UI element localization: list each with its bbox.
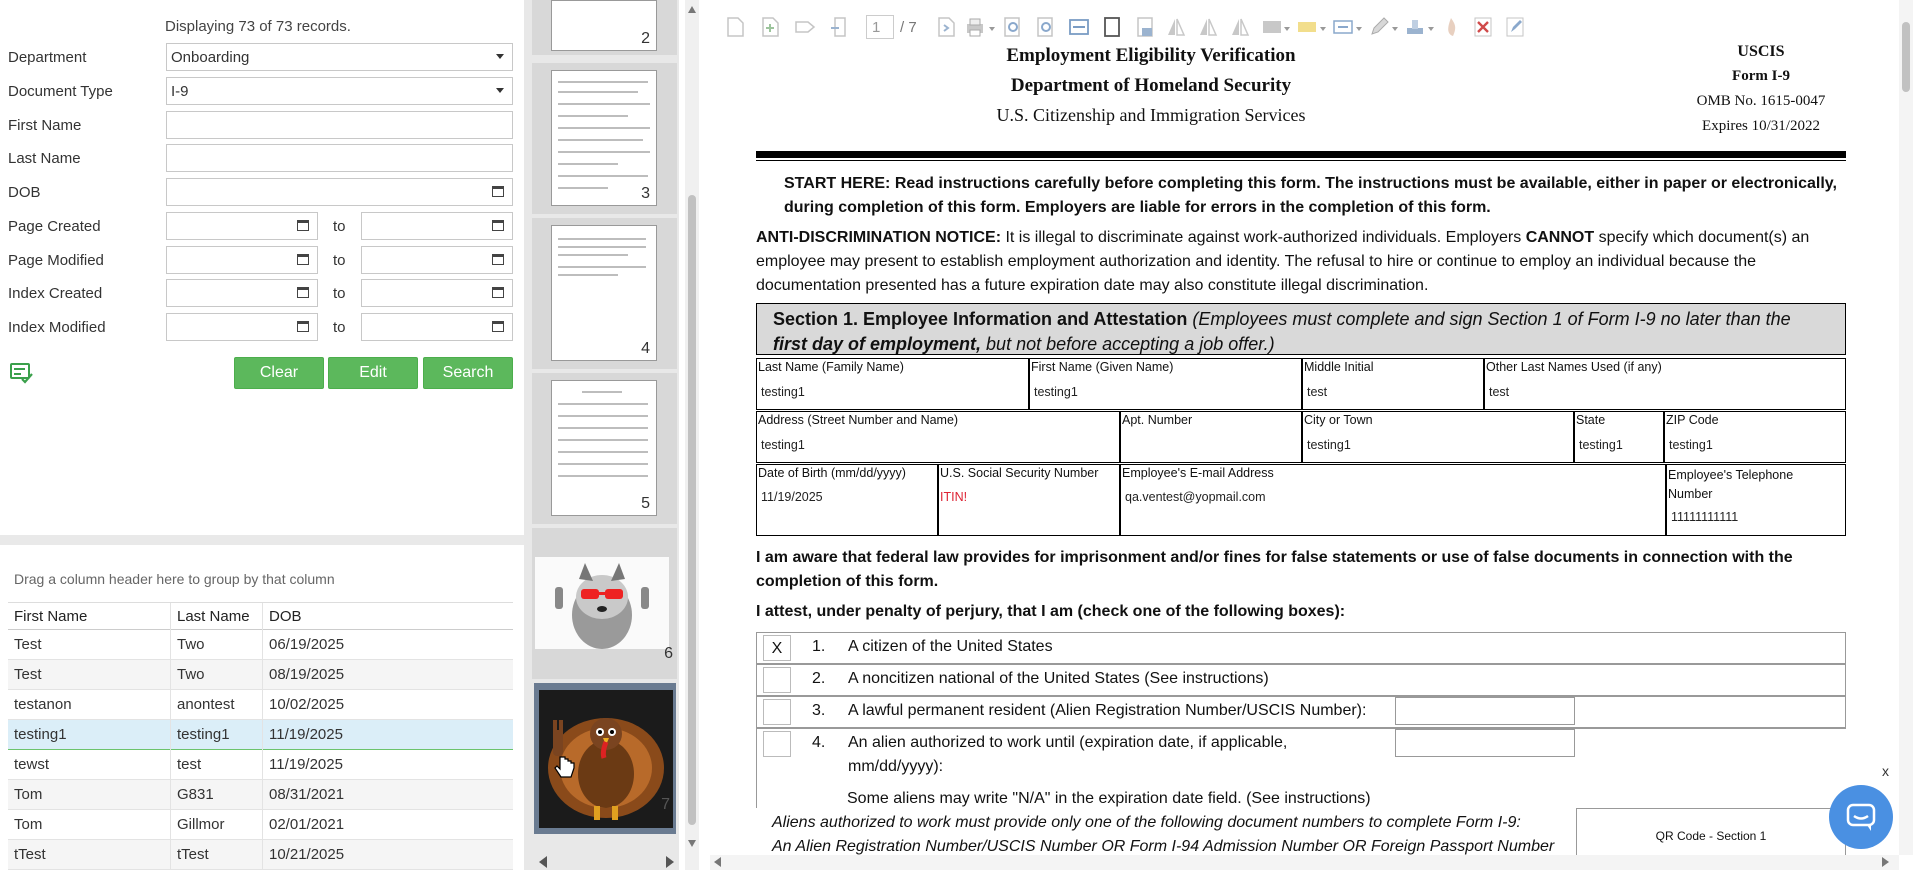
column-header-dob[interactable]: DOB [269, 608, 302, 625]
dob-input[interactable] [166, 178, 513, 206]
calendar-icon[interactable] [297, 254, 309, 265]
start-here-text: START HERE: Read instructions carefully before completing this form. The instructions must be available, either in paper or electronically, during completion of this form. Employers are liable for errors in the completion of this form. [784, 175, 1837, 216]
field-caption: Date of Birth (mm/dd/yyyy) [758, 466, 906, 480]
edit-button[interactable]: Edit [328, 357, 418, 389]
scroll-right-icon[interactable] [1882, 857, 1889, 867]
field-value: 11/19/2025 [761, 490, 823, 504]
raccoon-image [535, 557, 669, 649]
field-value: testing1 [1307, 438, 1351, 452]
department-label: Department [8, 49, 87, 66]
calendar-icon[interactable] [297, 287, 309, 298]
option-text: A citizen of the United States [848, 638, 1053, 655]
viewer-vertical-scrollbar[interactable] [1899, 0, 1913, 855]
table-row[interactable] [8, 810, 513, 840]
first-name-cell: Test [8, 660, 171, 690]
section-1-bold-note: first day of employment, [773, 334, 982, 354]
viewer-horizontal-scrollbar[interactable] [710, 855, 1899, 870]
na-note: Some aliens may write "N/A" in the expiration date field. (See instructions) [847, 790, 1371, 807]
dob-row [8, 178, 513, 208]
column-header-last-name[interactable]: Last Name [171, 603, 263, 630]
first-name-label: First Name [8, 117, 82, 134]
dob-cell: 10/02/2025 [269, 696, 345, 713]
dob-cell: 06/19/2025 [269, 636, 345, 653]
column-header-first-name[interactable]: First Name [8, 603, 171, 630]
to-label: to [333, 319, 346, 336]
chevron-down-icon [496, 88, 504, 93]
table-row[interactable] [8, 780, 513, 810]
field-email[interactable] [1120, 464, 1666, 536]
option-text: A lawful permanent resident (Alien Registration Number/USCIS Number): [848, 702, 1367, 719]
field-value: testing1 [1669, 438, 1713, 452]
form-title: Employment Eligibility Verification [1006, 45, 1296, 66]
calendar-icon[interactable] [492, 254, 504, 265]
thumbnail-page-2[interactable] [551, 0, 657, 51]
results-grid [8, 602, 513, 870]
last-name-cell: testing1 [171, 720, 263, 750]
scroll-left-icon[interactable] [714, 857, 721, 867]
attest-text: I attest, under penalty of perjury, that I am (check one of the following boxes): [756, 603, 1346, 620]
department-row [8, 43, 513, 73]
page-total: / 7 [900, 19, 917, 36]
field-first-name[interactable] [1029, 358, 1302, 410]
field-address[interactable] [756, 411, 1120, 463]
aliens-note-1: Aliens authorized to work must provide only one of the following document numbers to complete Form I-9: [772, 814, 1521, 831]
thumbnail-page-6[interactable] [535, 557, 673, 662]
index-modified-row [8, 313, 513, 343]
field-value: testing1 [1034, 385, 1078, 399]
index-created-to-input[interactable] [361, 279, 513, 307]
chevron-down-icon[interactable] [1320, 27, 1326, 31]
last-name-cell: Two [171, 630, 263, 660]
search-panel [0, 0, 524, 535]
form-department: Department of Homeland Security [1010, 75, 1292, 96]
page-created-to-input[interactable] [361, 212, 513, 240]
chevron-down-icon[interactable] [1428, 27, 1434, 31]
anti-text-2: specify which document(s) an employee may present to establish employment authorization and identity. The refusal to hire or continue to employ an individual because the documentation presented has a future expiration date may also constitute illegal discrimination. [756, 229, 1810, 294]
page-number: 2 [641, 30, 650, 47]
section-1-note-2: but not before accepting a job offer.) [981, 334, 1275, 354]
hand-cursor-icon [554, 755, 576, 783]
document-page [756, 35, 1906, 855]
search-button[interactable]: Search [423, 357, 513, 389]
last-name-label: Last Name [8, 150, 81, 167]
last-name-cell: test [171, 750, 263, 780]
section-1-note: (Employees must complete and sign Section 1 of Form I-9 no later than the [1187, 309, 1791, 329]
page-created-label: Page Created [8, 218, 101, 235]
doctype-select[interactable] [166, 77, 513, 105]
field-date-of-birth[interactable] [756, 464, 938, 536]
panel-splitter[interactable] [0, 535, 524, 545]
chat-close-button[interactable]: x [1882, 763, 1889, 779]
page-number: 7 [661, 796, 670, 813]
first-name-cell: Test [8, 630, 171, 660]
anti-cannot: CANNOT [1525, 229, 1595, 246]
table-row[interactable] [8, 720, 513, 750]
page-modified-label: Page Modified [8, 252, 104, 269]
dob-cell: 08/19/2025 [269, 666, 345, 683]
field-value: testing1 [761, 438, 805, 452]
chat-launcher[interactable] [1829, 785, 1893, 849]
last-name-cell: Two [171, 660, 263, 690]
table-row[interactable] [8, 750, 513, 780]
field-zip[interactable] [1664, 411, 1846, 463]
form-agency: U.S. Citizenship and Immigration Services [996, 105, 1306, 125]
chevron-down-icon[interactable] [1356, 27, 1362, 31]
last-name-input[interactable] [166, 144, 513, 172]
scroll-left-icon[interactable] [539, 856, 547, 868]
dob-label: DOB [8, 184, 41, 201]
section-1-header [756, 303, 1846, 355]
header-rule [756, 151, 1846, 158]
form-number: Form I-9 [1732, 68, 1790, 84]
field-caption: U.S. Social Security Number [940, 466, 1099, 480]
calendar-icon[interactable] [492, 186, 504, 197]
field-caption: Apt. Number [1122, 413, 1193, 427]
last-name-cell: Gillmor [171, 810, 263, 840]
index-modified-from-input[interactable] [166, 313, 318, 341]
grid-body [8, 630, 513, 870]
dob-cell: 11/19/2025 [269, 726, 343, 743]
field-city[interactable] [1302, 411, 1574, 463]
index-created-from-input[interactable] [166, 279, 318, 307]
results-panel [0, 545, 524, 870]
first-name-cell: testing1 [8, 720, 171, 750]
page-created-row [8, 212, 513, 242]
section-1-title: Section 1. Employee Information and Attestation [773, 309, 1188, 329]
new-document-icon[interactable] [724, 16, 746, 38]
checklist-icon[interactable] [10, 362, 34, 384]
page-modified-from-input[interactable] [166, 246, 318, 274]
anti-title: ANTI-DISCRIMINATION NOTICE: [756, 229, 1002, 246]
index-modified-to-input[interactable] [361, 313, 513, 341]
field-caption: Address (Street Number and Name) [758, 413, 959, 427]
last-name-cell: anontest [171, 690, 263, 720]
field-value: test [1489, 385, 1510, 399]
last-name-cell: G831 [171, 780, 263, 810]
grid-header [8, 603, 513, 630]
chevron-down-icon[interactable] [989, 27, 995, 31]
scroll-right-icon[interactable] [666, 856, 674, 868]
chat-bubble-icon [1829, 785, 1893, 849]
field-caption: Employee's Telephone Number [1668, 468, 1794, 501]
checkbox-3[interactable] [763, 699, 791, 725]
form-uscis: USCIS [1737, 43, 1785, 60]
doctype-row [8, 77, 513, 107]
dob-cell: 08/31/2021 [269, 786, 345, 803]
thumbnail-scrollbar[interactable] [685, 0, 699, 870]
department-value: Onboarding [171, 49, 250, 66]
expiration-date-input[interactable] [1395, 729, 1575, 757]
field-caption: First Name (Given Name) [1031, 360, 1174, 374]
first-name-cell: tewst [8, 750, 171, 780]
page-created-from-input[interactable] [166, 212, 318, 240]
first-name-row [8, 111, 513, 141]
uscis-number-input[interactable] [1395, 697, 1575, 725]
thumbnail-strip [524, 0, 679, 870]
field-value: qa.ventest@yopmail.com [1125, 490, 1266, 504]
option-permanent-resident [756, 696, 1846, 728]
field-value: 11111111111 [1671, 510, 1739, 524]
field-caption: Last Name (Family Name) [758, 360, 904, 374]
field-other-last-names[interactable] [1484, 358, 1846, 410]
anti-text-1: It is illegal to discriminate against work-authorized individuals. Employers [1001, 229, 1526, 246]
doctype-label: Document Type [8, 83, 113, 100]
index-modified-label: Index Modified [8, 319, 106, 336]
dob-cell: 02/01/2021 [269, 816, 345, 833]
form-expires: Expires 10/31/2022 [1702, 118, 1820, 134]
aware-text: I am aware that federal law provides for imprisonment and/or fines for false statements or use of false documents in connection with the completion of this form. [756, 549, 1793, 590]
option-text: An alien authorized to work until (expiration date, if applicable, mm/dd/yyyy): [848, 734, 1288, 775]
scroll-up-icon[interactable] [688, 6, 696, 13]
field-caption: ZIP Code [1666, 413, 1719, 427]
page-number: 3 [641, 185, 650, 202]
field-middle-initial[interactable] [1302, 358, 1484, 410]
page-number: 5 [641, 495, 650, 512]
calendar-icon[interactable] [297, 220, 309, 231]
checkbox-2[interactable] [763, 667, 791, 693]
field-ssn[interactable] [938, 464, 1120, 536]
thumbnail-scroll-thumb[interactable] [688, 195, 696, 825]
chevron-down-icon [496, 54, 504, 59]
field-apt-number[interactable] [1120, 411, 1302, 463]
header-rule-thin [756, 160, 1846, 161]
page-number: 4 [641, 340, 650, 357]
form-omb: OMB No. 1615-0047 [1696, 93, 1826, 109]
option-noncitizen-national [756, 664, 1846, 696]
last-name-cell: tTest [171, 840, 263, 870]
table-row[interactable] [8, 690, 513, 720]
field-value: test [1307, 385, 1328, 399]
calendar-icon[interactable] [297, 321, 309, 332]
index-created-row [8, 279, 513, 309]
group-drop-zone[interactable]: Drag a column header here to group by that column [14, 571, 335, 587]
clear-button[interactable]: Clear [234, 357, 324, 389]
option-number: 1. [812, 638, 826, 655]
index-created-label: Index Created [8, 285, 103, 302]
table-row[interactable] [8, 630, 513, 660]
field-caption: Employee's E-mail Address [1122, 466, 1274, 480]
to-label: to [333, 218, 346, 235]
first-name-cell: tTest [8, 840, 171, 870]
last-name-row [8, 144, 513, 174]
chevron-down-icon[interactable] [1392, 27, 1398, 31]
field-value: testing1 [1579, 438, 1623, 452]
dob-cell: 11/19/2025 [269, 756, 343, 773]
option-number: 4. [812, 734, 826, 751]
department-select[interactable] [166, 43, 513, 71]
checkbox-1[interactable]: X [763, 635, 791, 661]
dob-cell: 10/21/2025 [269, 846, 345, 863]
page-modified-to-input[interactable] [361, 246, 513, 274]
qr-label-1: QR Code - Section 1 [1655, 829, 1767, 843]
to-label: to [333, 252, 346, 269]
anti-discrimination-notice [756, 226, 1856, 298]
field-caption: State [1576, 413, 1606, 427]
thumbnail-page-4[interactable] [551, 225, 657, 361]
field-telephone[interactable] [1666, 464, 1846, 536]
record-count: Displaying 73 of 73 records. [165, 18, 351, 35]
field-caption: Middle Initial [1304, 360, 1374, 374]
thumbnail-page-3[interactable] [551, 70, 657, 206]
page-number-input[interactable]: 1 [866, 15, 894, 39]
option-number: 2. [812, 670, 826, 687]
option-number: 3. [812, 702, 826, 719]
calendar-icon[interactable] [492, 287, 504, 298]
checkbox-4[interactable] [763, 731, 791, 757]
thumbnail-page-5[interactable] [551, 380, 657, 516]
calendar-icon[interactable] [492, 220, 504, 231]
doctype-value: I-9 [171, 83, 189, 100]
field-value: ITIN! [940, 490, 968, 504]
document-viewer [706, 0, 1913, 870]
to-label: to [333, 285, 346, 302]
first-name-cell: testanon [8, 690, 171, 720]
first-name-input[interactable] [166, 111, 513, 139]
page-number: 6 [664, 645, 673, 662]
table-row[interactable] [8, 840, 513, 870]
option-text: A noncitizen national of the United States (See instructions) [848, 670, 1269, 687]
chevron-down-icon[interactable] [1284, 27, 1290, 31]
option-citizen [756, 632, 1846, 664]
field-value: testing1 [761, 385, 805, 399]
calendar-icon[interactable] [492, 321, 504, 332]
viewer-scroll-thumb[interactable] [1902, 22, 1910, 92]
scroll-down-icon[interactable] [688, 840, 696, 847]
first-name-cell: Tom [8, 780, 171, 810]
aliens-note-2: An Alien Registration Number/USCIS Number OR Form I-94 Admission Number OR Foreign Passport Number [772, 838, 1555, 855]
page-modified-row [8, 246, 513, 276]
first-name-cell: Tom [8, 810, 171, 840]
field-last-name[interactable] [756, 358, 1029, 410]
field-caption: City or Town [1304, 413, 1373, 427]
table-row[interactable] [8, 660, 513, 690]
field-state[interactable] [1574, 411, 1664, 463]
field-caption: Other Last Names Used (if any) [1486, 360, 1662, 374]
